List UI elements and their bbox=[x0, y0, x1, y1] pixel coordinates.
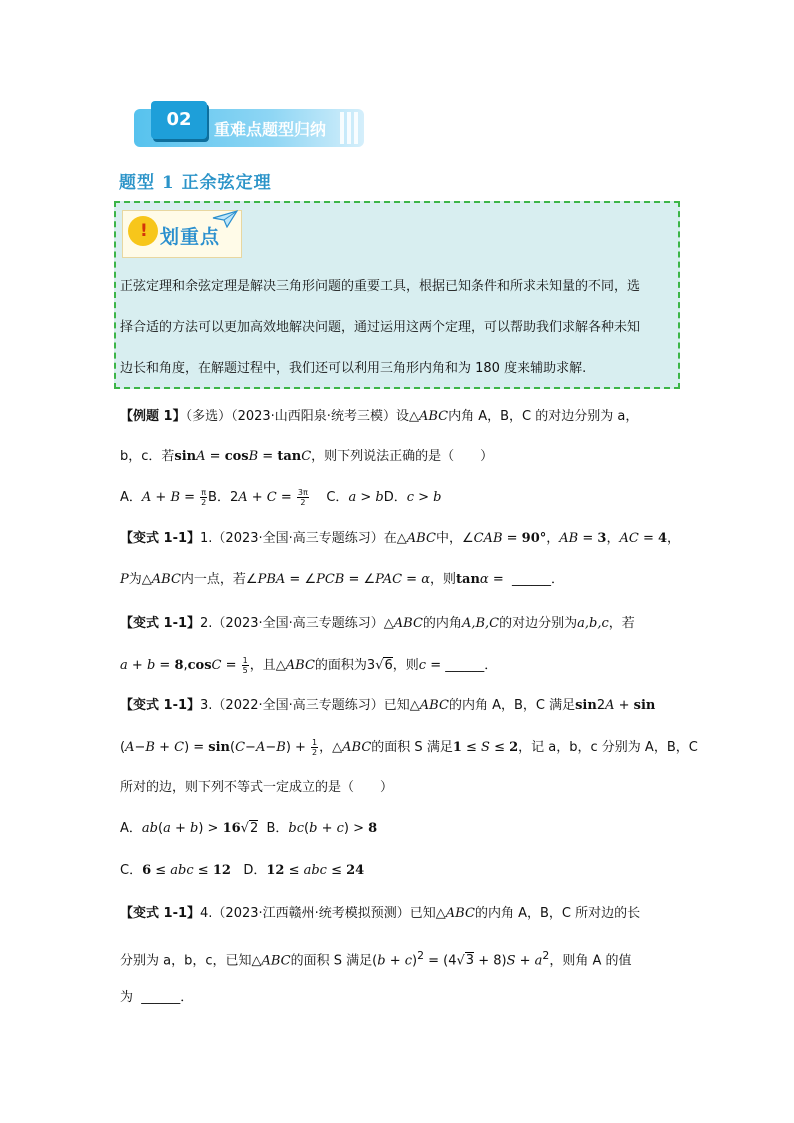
example1-option-d-label: D． bbox=[383, 490, 407, 505]
variant1-blank: ______． bbox=[511, 572, 564, 587]
section-title: 重难点题型归纳 bbox=[214, 120, 327, 139]
variant1-line-1: 【变式 1-1】1.（2023·全国·高三专题练习）在△ABC中，∠CAB = 90°，AB = 3，AC = 4， bbox=[120, 531, 681, 546]
example1-line-1: 【例题 1】（多选）（2023·山西阳泉·统考三模）设△ABC内角 A，B，C 的对边分别为 a， bbox=[120, 409, 639, 424]
variant2-line-2: a + b = 8,cosC = $\frac{1}{5}$ ，且△ABC的面积为3√6，则c = ______． bbox=[120, 656, 498, 675]
variant4-text-4: 的面积 S 满足 bbox=[290, 953, 373, 969]
variant3-text-2: 的内角 A，B，C 满足 bbox=[448, 698, 576, 713]
variant2-text-1: 的内角 bbox=[422, 616, 462, 631]
variant1-source: （2023·全国·高三专题练习） bbox=[212, 531, 384, 546]
variant3-text-4: 的面积 S 满足 bbox=[371, 740, 453, 755]
variant3-options-cd: C．6 ≤ abc ≤ 12 D．12 ≤ abc ≤ 24 bbox=[120, 863, 365, 878]
example1-stem-d: ，则下列说法正确的是（ ） bbox=[311, 449, 494, 464]
variant4-line-3 bbox=[120, 989, 193, 1007]
example1-source: （2023·山西阳泉·统考三模） bbox=[231, 409, 396, 424]
variant2-blank: ______． bbox=[445, 658, 498, 673]
variant2-text-4: ，且 bbox=[249, 658, 276, 673]
variant2-text-5: 的面积为 bbox=[314, 658, 367, 673]
variant4-number: 4. bbox=[200, 906, 213, 921]
variant2-text-3: ，若 bbox=[608, 616, 635, 631]
key-points-line-1: 正弦定理和余弦定理是解决三角形问题的重要工具，根据已知条件和所求未知量的不同，选 bbox=[120, 279, 641, 294]
variant2-line-1: 【变式 1-1】2.（2023·全国·高三专题练习）△ABC的内角A,B,C的对边分别为a,b,c，若 bbox=[120, 616, 635, 631]
section-header-stripes bbox=[340, 112, 364, 144]
variant1-label: 【变式 1-1】 bbox=[120, 531, 201, 546]
variant1-text-4: ，则 bbox=[430, 572, 457, 587]
example1-tag: （多选） bbox=[185, 409, 232, 424]
example1-line-2: b，c．若sinA = cosB = tanC，则下列说法正确的是（ ） bbox=[120, 449, 494, 464]
variant2-label: 【变式 1-1】 bbox=[120, 616, 201, 631]
variant4-text-6: 为 bbox=[120, 990, 134, 1005]
variant3-option-a-label: A． bbox=[120, 821, 142, 836]
key-points-line-2: 择合适的方法可以更加高效地解决问题，通过运用这两个定理，可以帮助我们求解各种未知 bbox=[120, 320, 641, 335]
variant1-line-2: P为△ABC内一点，若∠PBA = ∠PCB = ∠PAC = α，则tanα = ______． bbox=[120, 572, 564, 587]
variant1-is: 为 bbox=[128, 572, 142, 587]
example1-stem-b: 内角 A，B，C 的对边分别为 a， bbox=[448, 409, 639, 424]
variant3-text-3: ， bbox=[319, 740, 333, 755]
variant4-line-2: 分别为 a，b，c，已知△ABC的面积 S 满足$(b + c)^2 = (4√3 + 8)S + a^2$，则角 A 的值 bbox=[120, 949, 632, 969]
variant3-line-1: 【变式 1-1】3.（2022·全国·高三专题练习）已知△ABC的内角 A，B，C 满足sin2A + sin bbox=[120, 698, 656, 713]
example1-option-b-label: B． bbox=[208, 490, 230, 505]
variant3-text-5: ，记 a，b，c 分别为 A，B，C bbox=[518, 740, 698, 755]
variant3-option-d-label: D． bbox=[243, 863, 267, 878]
key-points-badge-label: 划重点 bbox=[160, 226, 221, 248]
variant3-line-3: 所对的边，则下列不等式一定成立的是（ ） bbox=[120, 780, 394, 795]
variant2-source: （2023·全国·高三专题练习） bbox=[212, 616, 384, 631]
variant1-text-3: 内一点，若 bbox=[180, 572, 246, 587]
variant4-line-1: 【变式 1-1】4.（2023·江西赣州·统考模拟预测）已知△ABC的内角 A，B，C 所对边的长 bbox=[120, 906, 641, 921]
key-points-line-3: 边长和角度，在解题过程中，我们还可以利用三角形内角和为 180 度来辅助求解. bbox=[120, 361, 587, 376]
paper-plane-icon bbox=[212, 210, 238, 228]
variant3-option-b-label: B． bbox=[266, 821, 289, 836]
variant4-text-1: 已知 bbox=[409, 906, 436, 921]
variant3-text-1: 已知 bbox=[383, 698, 410, 713]
example1-stem-a: 设 bbox=[395, 409, 409, 424]
example1-options: A．A + B = $\frac{\pi}{2}$ B．2A + C = $\frac{3\pi}{2}$ C．a > bD．c > b bbox=[120, 488, 442, 507]
variant3-line-2: (A−B + C) = sin(C−A−B) + $\frac{1}{2}$ ，△ABC的面积 S 满足1 ≤ S ≤ 2，记 a，b，c 分别为 A，B，C bbox=[120, 738, 698, 757]
variant4-text-5: ，则角 A 的值 bbox=[549, 953, 632, 969]
variant1-text-1: 在 bbox=[383, 531, 397, 546]
example1-label: 【例题 1】 bbox=[120, 409, 186, 424]
variant4-text-3: 分别为 a，b，c，已知 bbox=[120, 953, 252, 969]
variant4-text-2: 的内角 A，B，C 所对边的长 bbox=[474, 906, 641, 921]
variant4-source: （2023·江西赣州·统考模拟预测） bbox=[212, 906, 410, 921]
example1-stem-c: b，c．若 bbox=[120, 449, 175, 464]
variant3-options-ab: A．ab(a + b) > 16√2 B．bc(b + c) > 8 bbox=[120, 821, 378, 836]
section-number: 02 bbox=[151, 101, 207, 139]
variant1-text-2: 中， bbox=[435, 531, 462, 546]
variant2-number: 2. bbox=[200, 616, 213, 631]
variant4-label: 【变式 1-1】 bbox=[120, 906, 201, 921]
exclamation-mark: ! bbox=[140, 221, 148, 241]
type-title: 题型 1 正余弦定理 bbox=[119, 173, 272, 193]
variant3-option-c-label: C． bbox=[120, 863, 143, 878]
variant2-text-6: ，则 bbox=[392, 658, 419, 673]
example1-option-a-label: A． bbox=[120, 490, 142, 505]
example1-option-c-label: C． bbox=[326, 490, 349, 505]
variant3-number: 3. bbox=[200, 698, 213, 713]
variant1-number: 1. bbox=[200, 531, 213, 546]
variant4-blank: ______． bbox=[141, 990, 194, 1005]
variant2-text-2: 的对边分别为 bbox=[499, 616, 578, 631]
variant3-label: 【变式 1-1】 bbox=[120, 698, 201, 713]
variant3-source: （2022·全国·高三专题练习） bbox=[212, 698, 384, 713]
